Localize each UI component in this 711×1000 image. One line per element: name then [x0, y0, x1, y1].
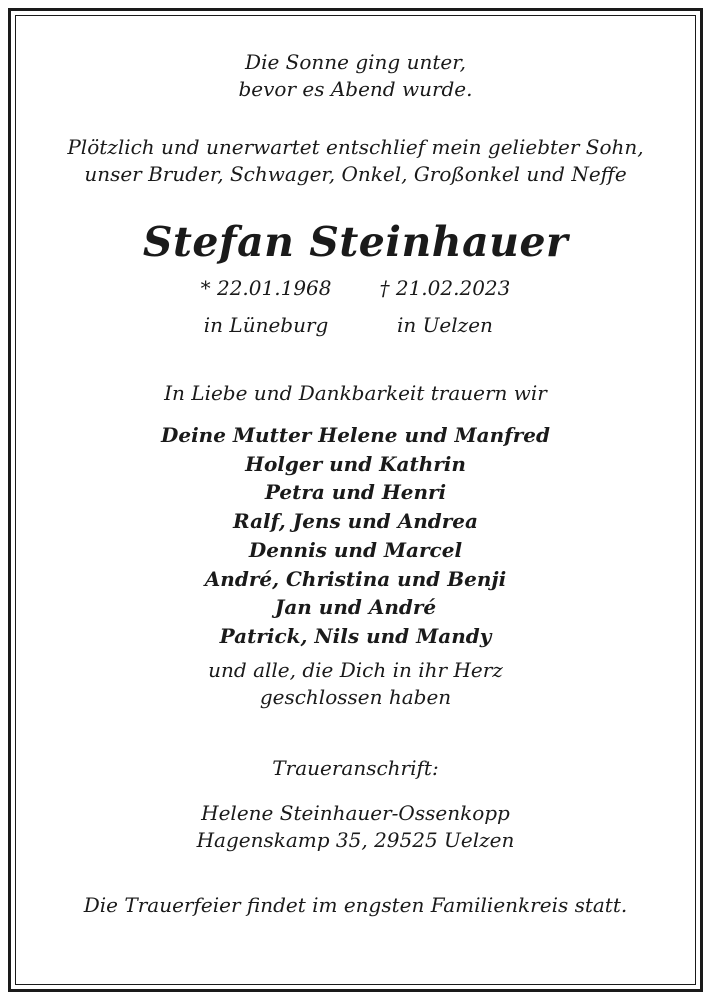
death-info	[380, 270, 511, 344]
family-member: André, Christina und Benji	[204, 566, 507, 591]
family-member: Petra und Henri	[264, 480, 447, 505]
family-member: Jan und André	[274, 595, 437, 620]
family-list	[16, 421, 695, 651]
address-line: Hagenskamp 35, 29525 Uelzen	[196, 827, 515, 852]
intro-line: Plötzlich und unerwartet entschlief mein geliebter Sohn,	[67, 135, 644, 159]
others-line: geschlossen haben	[259, 684, 452, 709]
family-member: Ralf, Jens und Andrea	[233, 509, 478, 534]
family-member: Deine Mutter Helene und Manfred	[161, 423, 550, 447]
death-place: in Uelzen	[396, 313, 493, 337]
family-member: Dennis und Marcel	[248, 537, 463, 562]
death-date: † 21.02.2023	[379, 276, 511, 300]
family-member: Holger und Kathrin	[245, 451, 466, 476]
funeral-note: Die Trauerfeier findet im engsten Familienkreis statt.	[83, 892, 628, 917]
birth-info	[201, 270, 332, 344]
birth-place: in Lüneburg	[203, 313, 329, 337]
others-text	[16, 657, 695, 711]
birth-date: * 22.01.1968	[200, 276, 332, 300]
others-line: und alle, die Dich in ihr Herz	[208, 657, 503, 682]
deceased-name: Stefan Steinhauer	[142, 218, 569, 266]
obituary-notice	[16, 16, 695, 919]
intro-line: unser Bruder, Schwager, Onkel, Großonkel und Neffe	[84, 162, 627, 186]
motto-line: Die Sonne ging unter,	[245, 50, 466, 74]
intro-text	[16, 134, 695, 188]
family-member: Patrick, Nils und Mandy	[219, 623, 492, 648]
mourning-line: In Liebe und Dankbarkeit trauern wir	[164, 381, 547, 405]
life-dates	[16, 270, 695, 344]
motto-line: bevor es Abend wurde.	[238, 77, 473, 101]
address-label: Traueranschrift:	[272, 755, 439, 780]
address-line: Helene Steinhauer-Ossenkopp	[201, 800, 510, 825]
motto	[16, 49, 695, 103]
mourning-address	[16, 800, 695, 854]
